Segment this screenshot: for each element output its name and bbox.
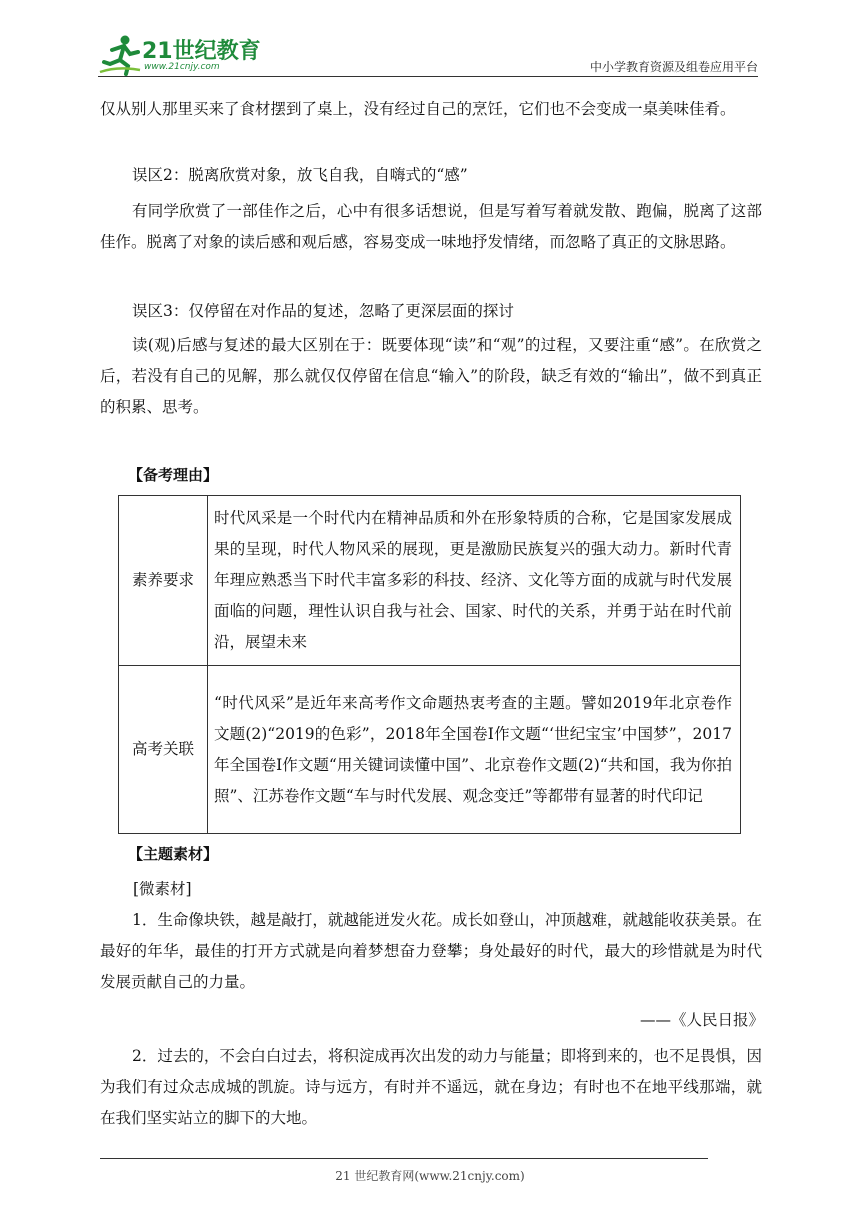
site-logo[interactable] (98, 32, 268, 76)
logo-url: www.21cnjy.com (144, 62, 220, 72)
misconception-2-text: 有同学欣赏了一部佳作之后，心中有很多话想说，但是写着写着就发散、跑偏，脱离了这部佳作。脱离了对象的读后感和观后感，容易变成一味地抒发情绪，而忽略了真正的文脉思路。 (100, 202, 762, 251)
page-footer[interactable]: 21 世纪教育网(www.21cnjy.com) (335, 1169, 525, 1183)
paragraph-continuation: 仅从别人那里买来了食材摆到了桌上，没有经过自己的烹饪，它们也不会变成一桌美味佳肴。 (100, 100, 736, 118)
material-item-1-source: ——《人民日报》 (639, 1011, 764, 1029)
misconception-3-text: 读(观)后感与复述的最大区别在于：既要体现“读”和“观”的过程，又要注重“感”。在欣赏之后，若没有自己的见解，那么就仅仅停留在信息“输入”的阶段，缺乏有效的“输出”，做不到真正的积累、思考。 (100, 336, 762, 416)
header-divider (98, 76, 758, 77)
page-header (98, 30, 758, 78)
platform-tagline: 中小学教育资源及组卷应用平台 (589, 60, 758, 74)
reason-table (118, 495, 741, 834)
section-subtitle-micro-material: [微素材] (133, 880, 192, 898)
table-row (119, 666, 741, 834)
logo-wordmark: 21世纪教育 (142, 39, 261, 64)
runner-logo-icon (98, 32, 142, 76)
material-item-1: 1．生命像块铁，越是敲打，就越能迸发火花。成长如登山，冲顶越难，就越能收获美景。在最好的年华，最佳的打开方式就是向着梦想奋力登攀；身处最好的时代，最大的珍惜就是为时代发展贡献自己的力量。 (100, 911, 762, 991)
table-row (119, 496, 741, 666)
misconception-2-heading: 误区2：脱离欣赏对象，放飞自我，自嗨式的“感” (132, 166, 468, 184)
material-item-2: 2．过去的，不会白白过去，将积淀成再次出发的动力与能量；即将到来的，也不足畏惧，因为我们有过众志成城的凯旋。诗与远方，有时并不遥远，就在身边；有时也不在地平线那端，就在我们坚实站立的脚下的大地。 (100, 1047, 762, 1127)
section-title-reason: 【备考理由】 (128, 466, 219, 484)
row-content-exam-link: “时代风采”是近年来高考作文命题热衷考查的主题。譬如2019年北京卷作文题(2)“2019的色彩”，2018年全国卷Ⅰ作文题“‘世纪宝宝’中国梦”，2017年全国卷Ⅰ作文题“用关键词读懂中国”、北京卷作文题(2)“共和国，我为你拍照”、江苏卷作文题“车与时代发展、观念变迁”等都带有显著的时代印记 (208, 666, 741, 834)
footer-divider (100, 1158, 708, 1159)
row-content-literacy: 时代风采是一个时代内在精神品质和外在形象特质的合称，它是国家发展成果的呈现，时代人物风采的展现，更是激励民族复兴的强大动力。新时代青年理应熟悉当下时代丰富多彩的科技、经济、文化等方面的成就与时代发展面临的问题，理性认识自我与社会、国家、时代的关系，并勇于站在时代前沿，展望未来 (208, 496, 741, 666)
row-header-exam-link: 高考关联 (119, 666, 208, 834)
row-header-literacy: 素养要求 (119, 496, 208, 666)
section-title-material: 【主题素材】 (128, 845, 219, 863)
misconception-3-heading: 误区3：仅停留在对作品的复述，忽略了更深层面的探讨 (132, 302, 514, 320)
